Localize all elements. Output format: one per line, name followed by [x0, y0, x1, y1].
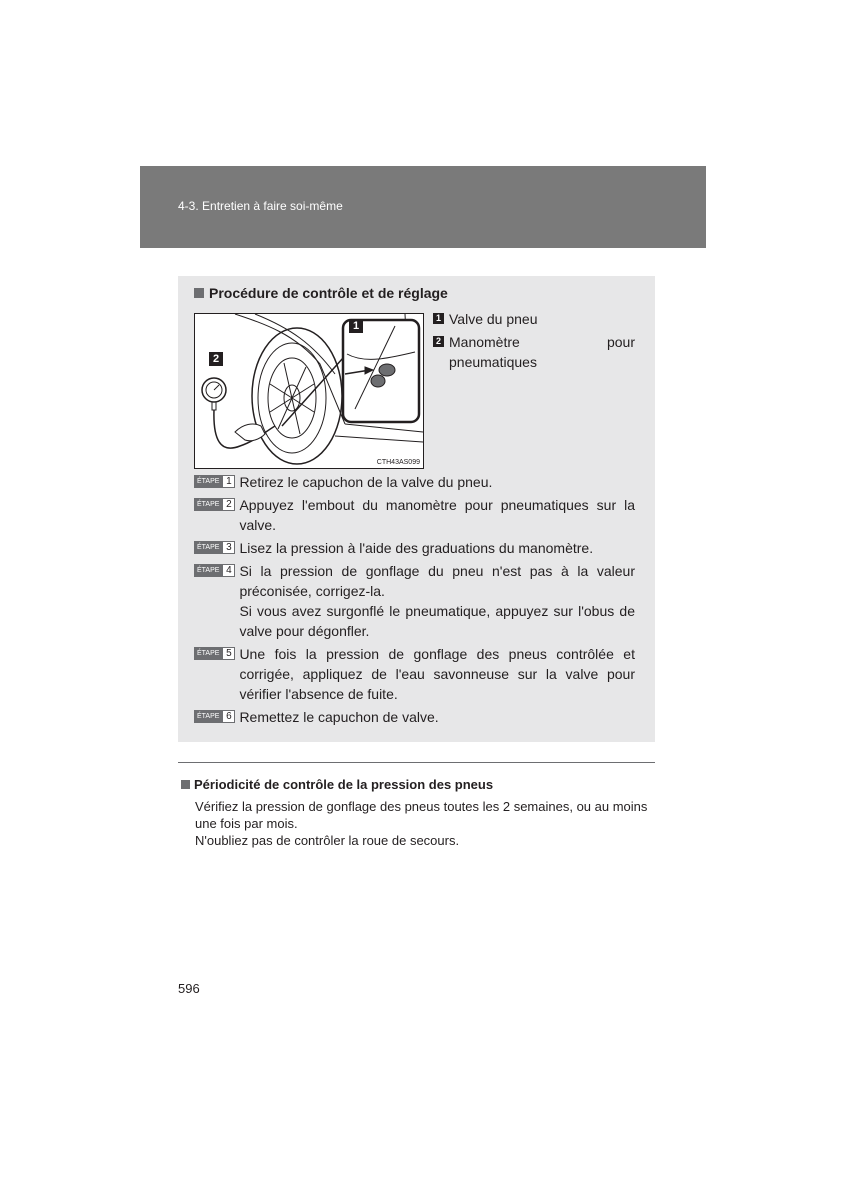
- legend-item: [433, 309, 635, 329]
- step-item: [194, 495, 635, 535]
- note-line: N'oubliez pas de contrôler la roue de secours.: [195, 833, 460, 848]
- procedure-title: Procédure de contrôle et de réglage: [209, 285, 448, 301]
- step-number: 4: [222, 564, 235, 577]
- step-word: ÉTAPE: [194, 498, 222, 511]
- step-item: [194, 707, 635, 727]
- step-text: Retirez le capuchon de la valve du pneu.: [239, 474, 493, 490]
- legend-item: [433, 332, 635, 372]
- callout-2-badge: 2: [209, 352, 223, 366]
- note-section: [181, 777, 655, 849]
- step-word: ÉTAPE: [194, 564, 222, 577]
- section-divider: [178, 762, 655, 763]
- section-title: 4-3. Entretien à faire soi-même: [178, 199, 343, 213]
- procedure-box: [178, 276, 655, 742]
- step-tag: [194, 498, 235, 511]
- step-number: 1: [222, 475, 235, 488]
- tire-valve-illustration: [194, 313, 424, 469]
- step-word: ÉTAPE: [194, 647, 222, 660]
- step-number: 5: [222, 647, 235, 660]
- figure-legend: [433, 309, 635, 375]
- note-title: Périodicité de contrôle de la pression des pneus: [194, 777, 494, 792]
- callout-1-badge: 1: [349, 319, 363, 333]
- square-bullet-icon: [194, 288, 204, 298]
- step-text: Lisez la pression à l'aide des graduations du manomètre.: [239, 540, 594, 556]
- step-number: 6: [222, 710, 235, 723]
- step-number: 2: [222, 498, 235, 511]
- note-line: Vérifiez la pression de gonflage des pneus toutes les 2 semaines, ou au moins une fois par mois.: [195, 799, 648, 831]
- step-word: ÉTAPE: [194, 541, 222, 554]
- step-item: [194, 561, 635, 641]
- step-text-continued: Si vous avez surgonflé le pneumatique, appuyez sur l'obus de valve pour dégonfler.: [239, 603, 635, 639]
- note-heading: [181, 777, 655, 792]
- legend-number-badge: 2: [433, 336, 444, 347]
- step-list: [194, 472, 635, 730]
- step-tag: [194, 475, 235, 488]
- step-tag: [194, 647, 235, 660]
- step-word: ÉTAPE: [194, 475, 222, 488]
- legend-label: Valve du pneu: [449, 311, 538, 327]
- step-tag: [194, 710, 235, 723]
- step-tag: [194, 541, 235, 554]
- step-item: [194, 472, 635, 492]
- legend-label-continued: pneumatiques: [449, 354, 537, 370]
- step-word: ÉTAPE: [194, 710, 222, 723]
- step-item: [194, 644, 635, 704]
- legend-label-block: [449, 332, 635, 372]
- step-text-block: [239, 561, 635, 641]
- figure-code: CTH43AS099: [376, 459, 420, 466]
- legend-number-badge: 1: [433, 313, 444, 324]
- step-number: 3: [222, 541, 235, 554]
- step-text: Si la pression de gonflage du pneu n'est pas à la valeur préconisée, corrigez-la.: [239, 563, 635, 599]
- procedure-heading: [194, 285, 448, 301]
- step-text: Une fois la pression de gonflage des pneus contrôlée et corrigée, appliquez de l'eau savonneuse sur la valve pour vérifier l'absence de fuite.: [239, 646, 635, 702]
- step-item: [194, 538, 635, 558]
- step-text: Appuyez l'embout du manomètre pour pneumatiques sur la valve.: [239, 497, 635, 533]
- step-text: Remettez le capuchon de valve.: [239, 709, 439, 725]
- legend-label: Manomètre pour: [449, 334, 635, 350]
- square-bullet-icon: [181, 780, 190, 789]
- step-tag: [194, 564, 235, 577]
- page-number: 596: [178, 981, 200, 996]
- note-body: [195, 798, 655, 849]
- illustration-drawing: [195, 314, 423, 468]
- section-header-band: [140, 166, 706, 248]
